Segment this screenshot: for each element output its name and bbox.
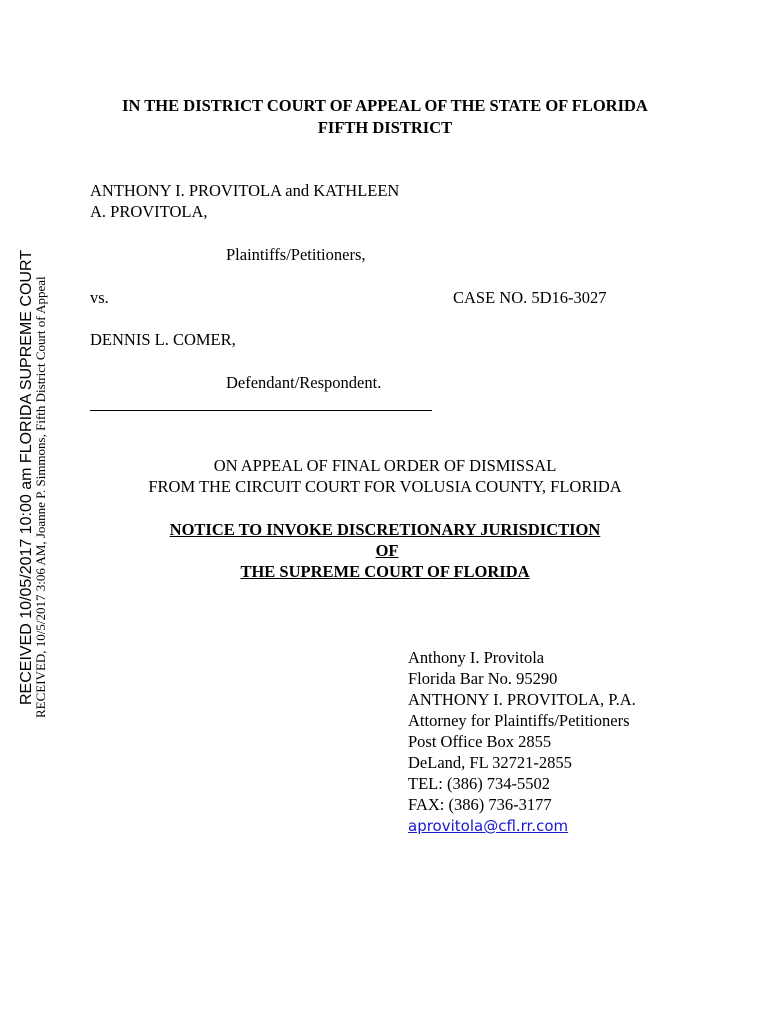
court-heading-line2: FIFTH DISTRICT: [317, 118, 453, 137]
attorney-name: Anthony I. Provitola: [408, 648, 545, 667]
title-line2: OF: [375, 541, 399, 560]
appeal-description: [60, 455, 710, 497]
appeal-line1: ON APPEAL OF FINAL ORDER OF DISMISSAL: [213, 456, 557, 475]
title-line1: NOTICE TO INVOKE DISCRETIONARY JURISDICTION: [169, 520, 601, 539]
defendant-role: Defendant/Respondent.: [226, 373, 382, 392]
defendant-name: DENNIS L. COMER,: [90, 330, 236, 349]
plaintiffs-name-line2: A. PROVITOLA,: [90, 202, 208, 221]
attorney-city-state-zip: DeLand, FL 32721-2855: [408, 753, 572, 772]
attorney-firm: ANTHONY I. PROVITOLA, P.A.: [408, 690, 636, 709]
case-number: CASE NO. 5D16-3027: [453, 288, 607, 307]
caption-divider-line: [90, 410, 432, 411]
court-heading: [60, 95, 710, 139]
attorney-telephone: TEL: (386) 734-5502: [408, 774, 551, 793]
attorney-email-link[interactable]: aprovitola@cfl.rr.com: [408, 817, 569, 835]
attorney-po-box: Post Office Box 2855: [408, 732, 552, 751]
appeal-line2: FROM THE CIRCUIT COURT FOR VOLUSIA COUNTY, FLORIDA: [148, 477, 622, 496]
plaintiffs-role: Plaintiffs/Petitioners,: [226, 245, 366, 264]
supreme-court-received-stamp: RECEIVED 10/05/2017 10:00 am FLORIDA SUPREME COURT: [18, 250, 35, 705]
attorney-role: Attorney for Plaintiffs/Petitioners: [408, 711, 630, 730]
document-title: [60, 519, 710, 582]
plaintiffs-name-line1: ANTHONY I. PROVITOLA and KATHLEEN: [90, 181, 400, 200]
versus-label: vs.: [90, 288, 109, 307]
attorney-signature-block: [408, 647, 636, 837]
attorney-bar-number: Florida Bar No. 95290: [408, 669, 558, 688]
title-line3: THE SUPREME COURT OF FLORIDA: [240, 562, 530, 581]
attorney-fax: FAX: (386) 736-3177: [408, 795, 552, 814]
court-heading-line1: IN THE DISTRICT COURT OF APPEAL OF THE STATE OF FLORIDA: [122, 96, 648, 115]
fifth-district-received-stamp: RECEIVED, 10/5/2017 3:06 AM, Joanne P. Simmons, Fifth District Court of Appeal: [33, 276, 48, 718]
